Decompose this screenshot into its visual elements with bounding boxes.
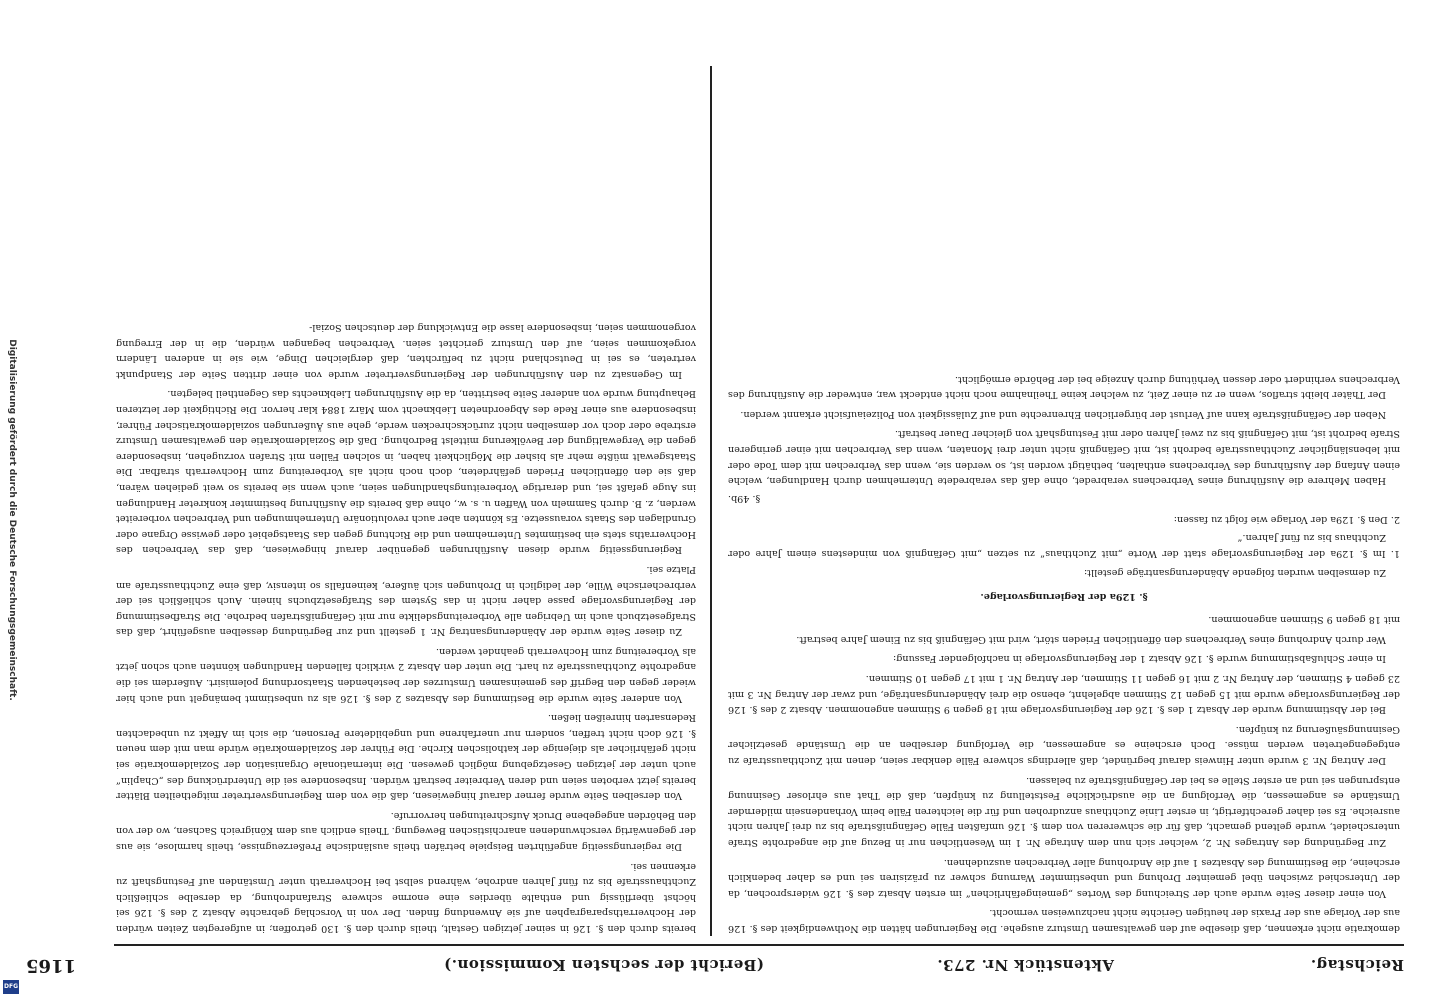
paragraph: Die regierungsseitig angeführten Beispiele beträfen theils ausländische Preßerzeugnisse, theils harmlose, sie aus der gegenwärtig verschwundenen anarchistischen Bewegung. Theils endlich aus dem Königreich Sachsen, wo der von den Behörden angegebene Druck Aufschreitungen hervorrufe. [116, 809, 696, 853]
paragraph: Im Gegensatz zu den Ausführungen der Regierungsvertreter wurde von einer dritten Seite der Standpunkt vertreten, es sei in Deutschland nicht zu befürchten, daß dergleichen Dinge, wie sie in anderen Ländern vorgekommen seien, auf den Umsturz gerichtet seien. Verbrechen begangen würden, die in der Erregung vorgenommen seien, insbesondere lasse die Entwicklung der deutschen Sozial- [116, 322, 696, 380]
amendment-item: 1. Im §. 129a der Regierungsvorlage statt der Worte „mit Zuchthaus“ zu setzen „mit Gefängniß von mindestens einem Jahre oder Zuchthaus bis zu fünf Jahren.“ [728, 531, 1400, 559]
column-left [116, 66, 696, 936]
paragraph: Regierungsseitig wurde diesen Ausführungen gegenüber darauf hingewiesen, daß das Verbrechen des Hochverraths stets ein bestimmtes Unternehmen und die Richtung gegen das Staatsgebiet oder gewisse Organe oder Grundlagen des Staats voraussetze. Es könnten aber auch revolutionäre Unternehmungen und Verbrechen vorbereitet werden, z. B. durch Sammeln von Waffen u. s. w., ohne daß bereits die Ausführung bestimmter konkreter Handlungen ins Auge gefaßt sei, und derartige Vorbereitungshandlungen seien, auch wenn sie bereits so weit gediehen wären, daß sie den öffentlichen Frieden gefährdeten, doch noch nicht als Vorbereitung zum Hochverrath strafbar. Die Staatsgewalt müßte mehr als bisher die Möglichkeit haben, in solchen Fällen mit Strafen vorzugehen, insbesondere gegen die Vergewaltigung der Bevölkerung mittelst Bedrohung. Daß die Sozialdemokratie den gewaltsamen Umsturz erstrebe oder doch vor demselben nicht zurückschrecken werde, gehe aus Äußerungen sozialdemokratischer Führer, insbesondere aus einer Rede des Abgeordneten Liebknecht vom März 1884 klar hervor. Die Richtigkeit der letzteren Behauptung wurde von anderer Seite bestritten, da die Ausführungen Liebknechts das Gegentheil belegten. [116, 388, 696, 556]
digitization-credit [2, 40, 22, 1000]
paragraph: bereits durch den §. 126 in seiner jetzigen Gestalt, theils durch den §. 130 getroffen; in aufgeregten Zeiten würden der Hochverrathsparagraphen auf sie Anwendung finden. Der von in Vorschlag gebrachte Absatz 2 des §. 126 sei höchst überflüssig und enthalte überdies eine enorme schwere Strafandrohung, da derselbe schließlich Zuchthausstrafe bis zu fünf Jahren androhe, während selbst bei Hochverrath unter Umständen auf Festungshaft zu erkennen sei. [116, 860, 696, 934]
paragraph: Neben der Gefängnißstrafe kann auf Verlust der bürgerlichen Ehrenrechte und auf Zulässigkeit von Polizeiaufsicht erkannt werden. [740, 408, 1386, 420]
column-right [728, 66, 1400, 936]
paragraph: Bei der Abstimmung wurde der Absatz 1 des §. 126 der Regierungsvorlage mit 18 gegen 9 Stimmen angenommen. Absatz 2 des §. 126 der Regierungsvorlage wurde mit 15 gegen 12 Stimmen abgelehnt, ebenso die drei Abänderungsanträge, und zwar der Antrag Nr. 3 mit 23 gegen 4 Stimmen, der Antrag Nr. 2 mit 16 gegen 11 Stimmen, der Antrag Nr. 1 mit 17 gegen 10 Stimmen. [728, 673, 1400, 716]
paragraph: Zur Begründung des Antrages Nr. 2, welcher sich nun dem Antrage Nr. 1 im Wesentlichen nur in Bezug auf die angedrohte Strafe unterscheidet, wurde geltend gemacht, daß für die schwereren von dem §. 126 umfaßten Fälle Gefängnißstrafe bis zu drei Jahren nicht ausreiche. Es sei daher gerechtfertigt, in erster Linie Zuchthaus anzudrohen und für die leichteren Fälle beim Vorhandensein mildernder Umstände es angemessen, die Verfolgung an die ausdrückliche Feststellung zu knüpfen, daß die That aus ehrloser Gesinnung entsprungen sei und an erster Stelle es bei der Gefängnißstrafe zu belassen. [728, 774, 1400, 849]
header-rule [114, 944, 1404, 946]
page-header [114, 950, 1404, 978]
paragraph: Haben Mehrere die Ausführung eines Verbrechens verabredet, ohne daß das verabredete Unternehmen durch Handlungen, welche einen Anfang der Ausführung des Verbrechens enthalten, bethätigt worden ist, so werden sie, wenn das Verbrechen mit dem Tode oder mit lebenslänglicher Zuchthausstrafe bedroht ist, mit Gefängniß nicht unter drei Monaten, wenn das Verbrechen mit einer geringeren Strafe bedroht ist, mit Gefängniß bis zu zwei Jahren oder mit Festungshaft von gleicher Dauer bestraft. [728, 428, 1400, 487]
paragraph: demokratie nicht erkennen, daß dieselbe auf den gewaltsamen Umsturz ausgehe. Die Regierungen hätten die Nothwendigkeit des §. 126 aus der Vorlage aus der Praxis der heutigen Gerichte nicht nachzuweisen vermocht. [728, 907, 1400, 934]
amendment-item: 2. Den §. 129a der Vorlage wie folgt zu fassen: [1173, 514, 1400, 526]
page-number: 1165 [26, 955, 77, 976]
paragraph: Von anderer Seite wurde die Bestimmung des Absatzes 2 des §. 126 als zu unbestimmt bemängelt und auch hier wieder gegen den Begriff des gemeinsamen Umsturzes der bestehenden Staatsordnung polemisirt. Außerdem sei die angedrohte Zuchthausstrafe zu hart. Die unter den Absatz 2 wirklich fallenden Handlungen könnten auch schon jetzt als Vorbereitung zum Hochverrath geahndet werden. [116, 645, 696, 704]
paragraph: Zu dieser Seite wurde der Abänderungsantrag Nr. 1 gestellt und zur Begründung desselben ausgeführt, daß das Strafgesetzbuch auch im Uebrigen alle Vorbereitungsdelikte nur mit Gefängnißstrafen bedrohe. Die Strafbestimmung der Regierungsvorlage passe daher nicht in das System des Strafgesetzbuchs hinein. Auch schließlich sei der verbrecherische Wille, der lediglich in Drohungen sich äußere, keinenfalls so intensiv, daß eine Zuchthausstrafe am Platze sei. [116, 563, 696, 638]
credit-text: Digitalisierung gefördert durch die Deutsche Forschungsgemeinschaft. [7, 339, 17, 701]
paragraph: Der Thäter bleibt straflos, wenn er zu einer Zeit, zu welcher keine Theilnahme noch nicht entdeckt war, entweder die Ausführung des Verbrechens verhindert oder dessen Verhütung durch Anzeige bei der Behörde ermöglicht. [728, 373, 1400, 401]
section-intro: Zu demselben wurden folgende Abänderungsanträge gestellt: [1083, 567, 1386, 579]
header-center: Aktenstück Nr. 273. [936, 956, 1114, 974]
paragraph: Der Antrag Nr. 3 wurde unter Hinweis darauf begründet, daß allerdings schwere Fälle denkbar seien, denen mit Zuchthausstrafe zu entgegengetreten werden müsse. Doch erscheine es angemessen, die Verfolgung derselben an die Umstände gesetzlicher Gesinnungsäußerung zu knüpfen. [728, 723, 1400, 767]
column-divider [710, 66, 712, 936]
header-left: Reichstag. [1310, 956, 1404, 974]
paragraph: mit 18 gegen 9 Stimmen angenommen. [1208, 614, 1400, 626]
paragraph: Von einer dieser Seite wurde auch der Streichung des Wortes „gemeingefährlichen“ im ersten Absatz des §. 126 widersprochen, da der Unterschied zwischen übel gemeinter Drohung und unbestimmter Warnung schwer zu präzisiren sei und es daher bedenklich erscheine, die Bestimmung des Absatzes 1 auf die Androhung aller Verbrechen auszudehnen. [728, 856, 1400, 899]
quoted-text: Wer durch Androhung eines Verbrechens den öffentlichen Frieden stört, wird mit Gefängniß bis zu Einem Jahre bestraft. [796, 633, 1386, 645]
dfg-logo: DFG [3, 980, 19, 994]
section-title: §. 129a der Regierungsvorlage. [980, 590, 1148, 602]
header-right: (Bericht der sechsten Kommission.) [443, 956, 764, 974]
paragraph: Von derselben Seite wurde ferner darauf hingewiesen, daß die von dem Regierungsvertreter mitgetheilten Blätter bereits jetzt verboten seien und deren Verbreiter bestraft würden. Insbesondere sei die Unterdrückung des „Chaplin“ auch unter der jetzigen Gesetzgebung möglich gewesen. Die internationale Organisation der Sozialdemokratie sei nicht gefährlicher als diejenige der katholischen Kirche. Die Führer der Sozialdemokratie würde man mit dem neuen §. 126 doch nicht treffen, sondern nur unerfahrene und ungebildetere Personen, die sich im Affekt zu unbedachten Redensarten hinreißen ließen. [116, 712, 696, 802]
paragraph-heading: §. 49b. [728, 492, 761, 504]
paragraph: In einer Schlußabstimmung wurde §. 126 Absatz 1 der Regierungsvorlage in nachfolgender Fassung: [892, 653, 1386, 665]
